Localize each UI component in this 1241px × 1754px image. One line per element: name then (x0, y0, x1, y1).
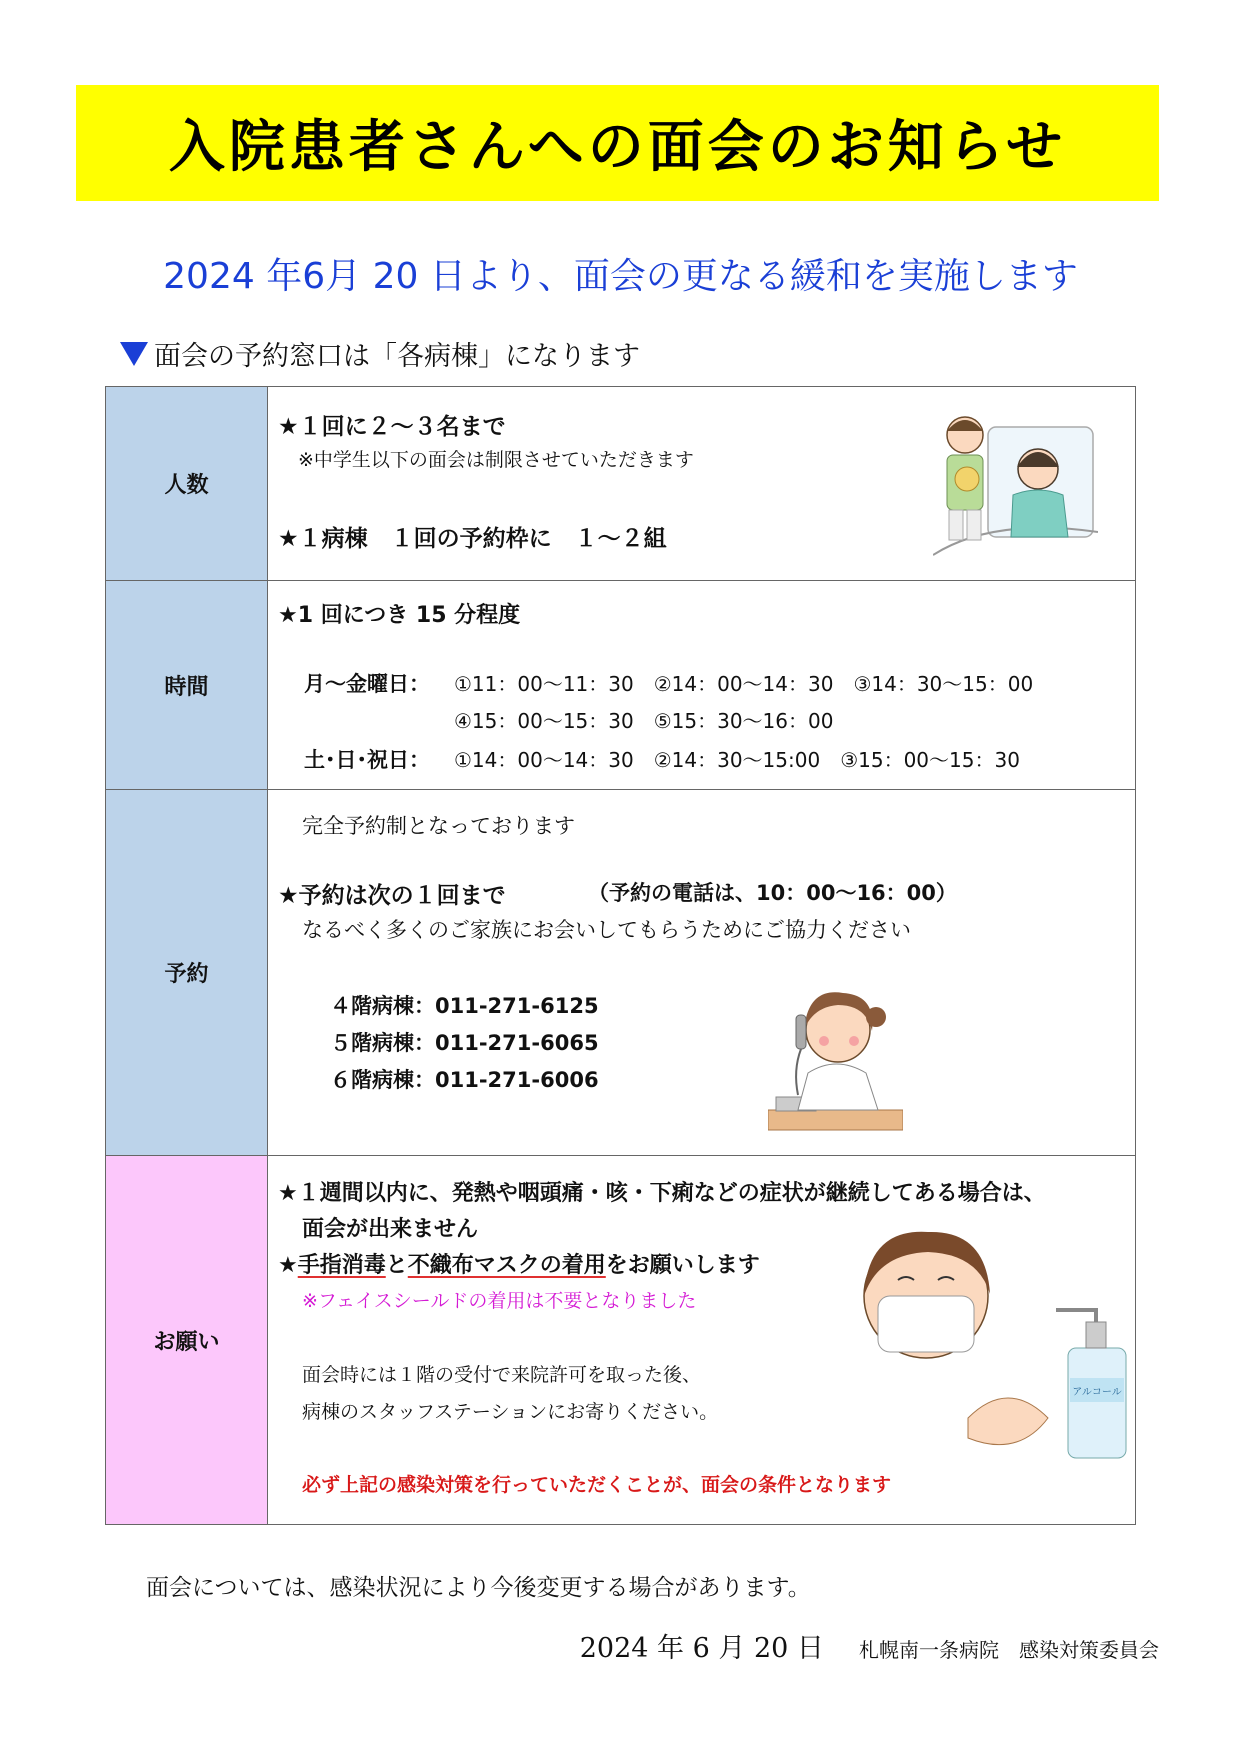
bottle-label: アルコール (1072, 1387, 1122, 1398)
hygiene-request: ★手指消毒と不織布マスクの着用をお願いします (278, 1253, 760, 1278)
reservation-cooperation: なるべく多くのご家族にお会いしてもらうためにご協力ください (302, 918, 911, 942)
patient-visit-illustration (933, 407, 1098, 557)
weekend-label: 土･日･祝日： (304, 748, 430, 772)
face-shield-note: ※フェイスシールドの着用は不要となりました (302, 1290, 697, 1312)
no-visit-text: 面会が出来ません (302, 1217, 479, 1242)
content-time (268, 581, 1136, 790)
footer-signature (580, 1626, 1159, 1665)
hand-sanitize-text: 手指消毒 (297, 1253, 386, 1278)
label-reservation: 予約 (106, 790, 268, 1156)
mask-text: 不織布マスクの着用 (407, 1253, 606, 1278)
label-count: 人数 (106, 387, 268, 581)
phone-4f: ４階病棟：011-271-6125 (330, 994, 599, 1018)
staff-station-instruction: 病棟のスタッフステーションにお寄りください。 (302, 1401, 719, 1423)
mask-sanitizer-illustration (858, 1218, 1138, 1468)
table-row-time (106, 581, 1136, 790)
weekday-slots-2: ④15：00～15：30 ⑤15：30～16：00 (454, 709, 834, 733)
triangle-down-icon (120, 342, 148, 366)
reception-instruction: 面会時には１階の受付で来院許可を取った後、 (302, 1364, 702, 1386)
reservation-limit: ★予約は次の１回まで (278, 883, 506, 909)
symptom-warning: ★１週間以内に、発熱や咽頭痛・咳・下痢などの症状が継続してある場合は、 (278, 1181, 1046, 1206)
table-row-count (106, 387, 1136, 581)
label-time: 時間 (106, 581, 268, 790)
weekday-label: 月～金曜日： (304, 672, 430, 696)
title-banner (76, 85, 1159, 201)
footer-note: 面会については、感染状況により今後変更する場合があります。 (146, 1575, 811, 1601)
phone-6f: ６階病棟：011-271-6006 (330, 1068, 599, 1092)
count-groups: ★１病棟 １回の予約枠に １～２組 (278, 526, 667, 552)
table-row-request (106, 1156, 1136, 1525)
weekend-slots: ①14：00～14：30 ②14：30～15:00 ③15：00～15：30 (454, 748, 1020, 772)
reservation-notice (120, 334, 640, 373)
notice-text: 面会の予約窓口は「各病棟」になります (154, 341, 640, 372)
infection-control-condition: 必ず上記の感染対策を行っていただくことが、面会の条件となります (302, 1474, 892, 1496)
footer-date: 2024 年 6 月 20 日 (579, 1633, 824, 1664)
content-request (268, 1156, 1136, 1525)
info-table (105, 386, 1136, 1525)
reservation-system: 完全予約制となっております (302, 814, 575, 838)
count-limit: ★１回に２～３名まで (278, 414, 506, 440)
count-restriction: ※中学生以下の面会は制限させていただきます (298, 449, 694, 471)
reservation-phone-hours: （予約の電話は、10：00～16：00） (588, 881, 957, 905)
weekday-slots-1: ①11：00～11：30 ②14：00～14：30 ③14：30～15：00 (454, 672, 1034, 696)
content-reservation (268, 790, 1136, 1156)
content-count (268, 387, 1136, 581)
phone-5f: ５階病棟：011-271-6065 (330, 1031, 599, 1055)
page-title: 入院患者さんへの面会のお知らせ (168, 115, 1067, 180)
subtitle: 2024 年6月 20 日より、面会の更なる緩和を実施します (163, 256, 1078, 297)
footer-org: 札幌南一条病院 感染対策委員会 (859, 1638, 1159, 1662)
time-duration: ★1 回につき 15 分程度 (278, 603, 521, 628)
nurse-phone-illustration (768, 975, 903, 1135)
label-request: お願い (106, 1156, 268, 1525)
table-row-reservation (106, 790, 1136, 1156)
